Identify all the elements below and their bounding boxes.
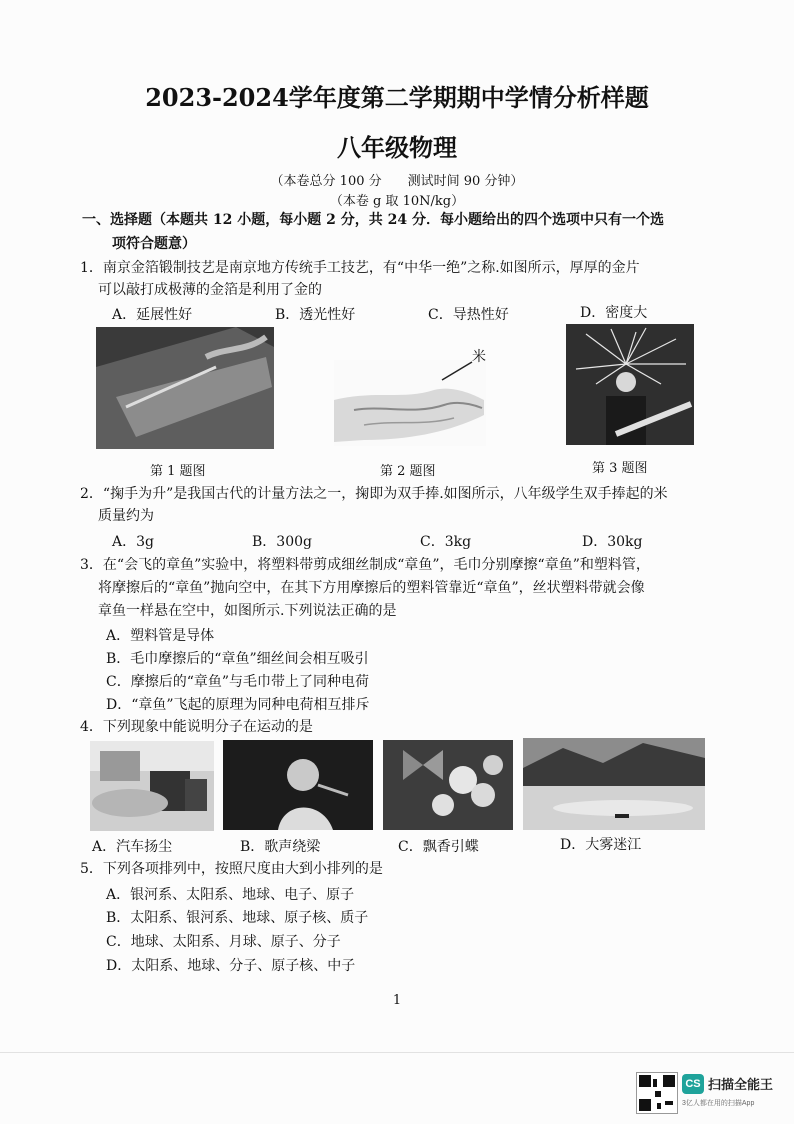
question-5-option-b: B．太阳系、银河系、地球、原子核、质子 (106, 910, 369, 926)
question-4-image-a (90, 741, 214, 831)
question-4-option-d: D．大雾迷江 (560, 837, 642, 853)
camscanner-tagline: 3亿人都在用的扫描App (682, 1100, 755, 1107)
question-1-stem-cont: 可以敲打成极薄的金箔是利用了金的 (98, 282, 322, 298)
question-1-stem: 1．南京金箔锻制技艺是南京地方传统手工技艺，有“中华一绝”之称.如图所示，厚厚的金片 (80, 260, 640, 276)
figure-3-octopus-image (566, 324, 694, 445)
question-4-image-d (523, 738, 705, 830)
question-3-option-a: A．塑料管是导体 (106, 628, 215, 644)
question-4-option-a: A．汽车扬尘 (92, 839, 173, 855)
camscanner-brand-name: 扫描全能王 (708, 1077, 774, 1092)
camscanner-logo-icon: CS (682, 1074, 704, 1094)
question-2-option-a: A．3g (112, 534, 154, 550)
question-5-stem: 5．下列各项排列中，按照尺度由大到小排列的是 (80, 861, 383, 877)
gravity-note: （本卷 g 取 10N/kg） (329, 194, 465, 209)
figure-1-gold-leaf-image (96, 327, 274, 449)
subject-title: 八年级物理 (337, 133, 457, 162)
question-4-option-c: C．飘香引蝶 (398, 839, 479, 855)
question-4-image-c (383, 740, 513, 830)
fog-river-drawing (523, 738, 705, 830)
question-3-option-d: D．“章鱼”飞起的原理为同种电荷相互排斥 (106, 697, 370, 713)
figure-3-caption: 第 3 题图 (592, 461, 648, 476)
exam-title: 2023-2024学年度第二学期期中学情分析样题 (145, 83, 649, 112)
question-3-stem: 3．在“会飞的章鱼”实验中，将塑料带剪成细丝制成“章鱼”，毛巾分别摩擦“章鱼”和塑料管， (80, 557, 650, 573)
section-heading-line2: 项符合题意） (112, 236, 196, 252)
question-1-option-d: D．密度大 (580, 305, 648, 321)
question-4-image-b (223, 740, 373, 830)
page-number: 1 (392, 993, 402, 1008)
exam-info-line: （本卷总分 100 分 测试时间 90 分钟） (270, 174, 524, 189)
figure-2-hands-image (334, 360, 486, 446)
question-1-option-a: A．延展性好 (112, 307, 193, 323)
figure-1-caption: 第 1 题图 (150, 464, 206, 479)
question-4-stem: 4．下列现象中能说明分子在运动的是 (80, 719, 313, 735)
figure-1-drawing (96, 327, 274, 449)
question-3-option-c: C．摩擦后的“章鱼”与毛巾带上了同种电荷 (106, 674, 370, 690)
singer-drawing (223, 740, 373, 830)
question-2-stem: 2．“掬手为升”是我国古代的计量方法之一，掬即为双手捧.如图所示，八年级学生双手捧起的米 (80, 486, 668, 502)
question-5-option-a: A．银河系、太阳系、地球、电子、原子 (106, 887, 355, 903)
section-heading-line1: 一、选择题（本题共 12 小题，每小题 2 分，共 24 分．每小题给出的四个选项中只有一个选 (82, 212, 664, 228)
butterfly-flowers-drawing (383, 740, 513, 830)
question-5-option-d: D．太阳系、地球、分子、原子核、中子 (106, 958, 356, 974)
question-3-stem-line3: 章鱼一样悬在空中，如图所示.下列说法正确的是 (98, 603, 397, 619)
figure-2-caption: 第 2 题图 (380, 464, 436, 479)
question-2-option-c: C．3kg (420, 534, 472, 550)
question-3-option-b: B．毛巾摩擦后的“章鱼”细丝间会相互吸引 (106, 651, 369, 667)
figure-2-rice-label: 米 (472, 349, 486, 365)
question-2-option-d: D．30kg (582, 534, 643, 550)
question-4-option-b: B．歌声绕梁 (240, 839, 321, 855)
figure-2-drawing (334, 360, 486, 446)
question-2-option-b: B．300g (252, 534, 312, 550)
question-3-stem-line2: 将摩擦后的“章鱼”抛向空中，在其下方用摩擦后的塑料管靠近“章鱼”，丝状塑料带就会像 (98, 580, 645, 596)
footer-divider (0, 1052, 794, 1053)
truck-dust-drawing (90, 741, 214, 831)
question-1-option-b: B．透光性好 (275, 307, 356, 323)
qr-code-icon (636, 1072, 678, 1114)
section-heading (82, 208, 722, 256)
question-5-option-c: C．地球、太阳系、月球、原子、分子 (106, 934, 341, 950)
question-1-option-c: C．导热性好 (428, 307, 509, 323)
figure-3-drawing (566, 324, 694, 445)
question-2-stem-cont: 质量约为 (98, 508, 154, 524)
